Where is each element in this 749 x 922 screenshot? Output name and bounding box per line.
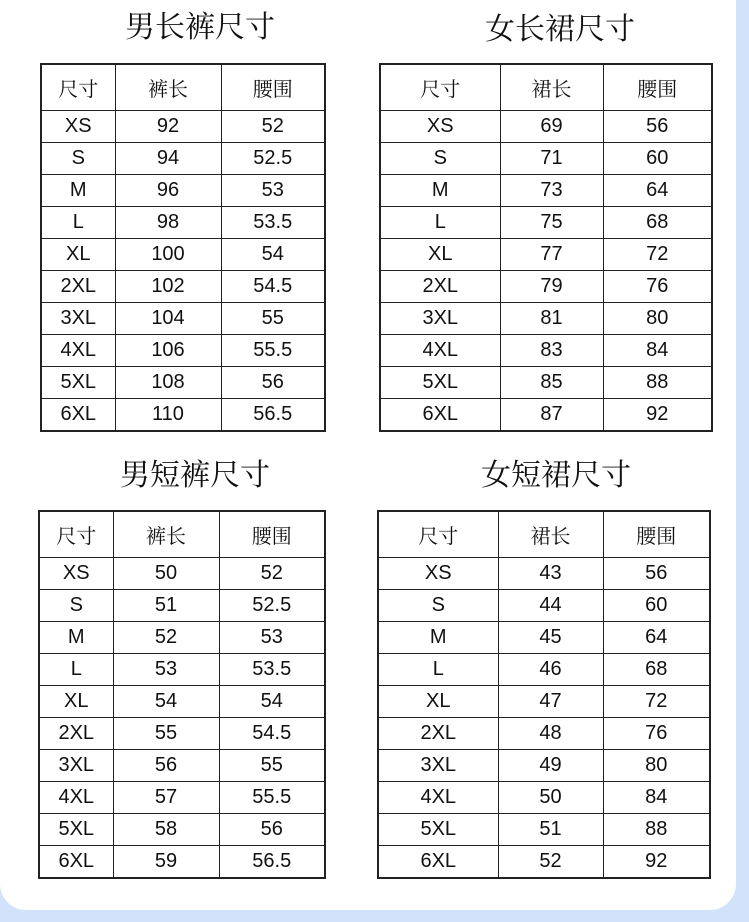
size-cell: M	[39, 622, 113, 654]
waist-cell: 55	[221, 303, 325, 335]
waist-cell: 72	[603, 239, 712, 271]
waist-cell: 53	[219, 622, 325, 654]
length-cell: 53	[113, 654, 219, 686]
waist-cell: 56.5	[219, 846, 325, 879]
length-cell: 77	[500, 239, 603, 271]
table-row	[41, 367, 325, 399]
men-shorts-table	[38, 510, 326, 879]
size-cell: 5XL	[41, 367, 115, 399]
table-row	[41, 143, 325, 175]
table-row	[378, 622, 710, 654]
table-row	[378, 718, 710, 750]
size-cell: 2XL	[378, 718, 498, 750]
waist-cell: 53.5	[221, 207, 325, 239]
women-long-skirt-title: 女长裙尺寸	[485, 12, 635, 47]
table-header-row	[39, 511, 325, 558]
size-cell: 2XL	[41, 271, 115, 303]
header-length: 裙长	[500, 64, 603, 111]
table-row	[39, 590, 325, 622]
waist-cell: 54	[221, 239, 325, 271]
waist-cell: 53.5	[219, 654, 325, 686]
size-cell: 6XL	[41, 399, 115, 432]
length-cell: 50	[113, 558, 219, 590]
women-short-skirt-table	[377, 510, 711, 879]
table-header-row	[41, 64, 325, 111]
waist-cell: 92	[603, 846, 710, 879]
size-cell: XS	[378, 558, 498, 590]
size-cell: S	[378, 590, 498, 622]
length-cell: 54	[113, 686, 219, 718]
waist-cell: 53	[221, 175, 325, 207]
table-header-row	[380, 64, 712, 111]
table-row	[39, 782, 325, 814]
header-size: 尺寸	[378, 511, 498, 558]
length-cell: 44	[498, 590, 603, 622]
table-row	[378, 654, 710, 686]
women-long-skirt-table	[379, 63, 713, 432]
length-cell: 83	[500, 335, 603, 367]
waist-cell: 64	[603, 622, 710, 654]
table-row	[378, 686, 710, 718]
waist-cell: 55	[219, 750, 325, 782]
women-short-skirt-title: 女短裙尺寸	[481, 458, 631, 493]
size-cell: 5XL	[39, 814, 113, 846]
table-row	[378, 558, 710, 590]
table-row	[41, 111, 325, 143]
length-cell: 48	[498, 718, 603, 750]
size-cell: 6XL	[378, 846, 498, 879]
waist-cell: 56	[221, 367, 325, 399]
size-cell: S	[41, 143, 115, 175]
length-cell: 56	[113, 750, 219, 782]
table-row	[39, 846, 325, 879]
size-cell: M	[378, 622, 498, 654]
length-cell: 58	[113, 814, 219, 846]
waist-cell: 56.5	[221, 399, 325, 432]
size-cell: 4XL	[41, 335, 115, 367]
table-row	[41, 271, 325, 303]
table-row	[39, 558, 325, 590]
table-row	[380, 111, 712, 143]
waist-cell: 68	[603, 207, 712, 239]
size-cell: XL	[378, 686, 498, 718]
table-row	[380, 175, 712, 207]
length-cell: 92	[115, 111, 221, 143]
length-cell: 108	[115, 367, 221, 399]
length-cell: 110	[115, 399, 221, 432]
header-size: 尺寸	[39, 511, 113, 558]
size-cell: XL	[41, 239, 115, 271]
size-cell: XS	[41, 111, 115, 143]
size-cell: XS	[380, 111, 500, 143]
table-row	[39, 654, 325, 686]
length-cell: 96	[115, 175, 221, 207]
header-length: 裤长	[115, 64, 221, 111]
waist-cell: 88	[603, 367, 712, 399]
table-row	[378, 782, 710, 814]
length-cell: 85	[500, 367, 603, 399]
size-cell: 5XL	[380, 367, 500, 399]
waist-cell: 54.5	[219, 718, 325, 750]
size-cell: 2XL	[39, 718, 113, 750]
table-row	[380, 335, 712, 367]
waist-cell: 60	[603, 143, 712, 175]
length-cell: 104	[115, 303, 221, 335]
header-size: 尺寸	[380, 64, 500, 111]
waist-cell: 84	[603, 782, 710, 814]
men-long-pants-table	[40, 63, 326, 432]
waist-cell: 68	[603, 654, 710, 686]
length-cell: 87	[500, 399, 603, 432]
size-cell: XL	[39, 686, 113, 718]
waist-cell: 72	[603, 686, 710, 718]
length-cell: 98	[115, 207, 221, 239]
table-row	[41, 303, 325, 335]
length-cell: 79	[500, 271, 603, 303]
size-cell: L	[39, 654, 113, 686]
length-cell: 43	[498, 558, 603, 590]
waist-cell: 52.5	[219, 590, 325, 622]
size-cell: M	[380, 175, 500, 207]
waist-cell: 88	[603, 814, 710, 846]
size-cell: 3XL	[378, 750, 498, 782]
waist-cell: 60	[603, 590, 710, 622]
waist-cell: 76	[603, 718, 710, 750]
length-cell: 46	[498, 654, 603, 686]
size-cell: XL	[380, 239, 500, 271]
size-cell: 3XL	[39, 750, 113, 782]
length-cell: 50	[498, 782, 603, 814]
length-cell: 51	[113, 590, 219, 622]
table-row	[39, 814, 325, 846]
waist-cell: 64	[603, 175, 712, 207]
size-cell: 6XL	[380, 399, 500, 432]
men-shorts-title: 男短裤尺寸	[120, 458, 270, 493]
length-cell: 71	[500, 143, 603, 175]
table-row	[39, 750, 325, 782]
size-cell: 5XL	[378, 814, 498, 846]
size-cell: XS	[39, 558, 113, 590]
table-row	[39, 686, 325, 718]
length-cell: 75	[500, 207, 603, 239]
size-cell: L	[41, 207, 115, 239]
size-cell: 2XL	[380, 271, 500, 303]
header-waist: 腰围	[221, 64, 325, 111]
length-cell: 47	[498, 686, 603, 718]
table-row	[39, 622, 325, 654]
size-cell: S	[39, 590, 113, 622]
waist-cell: 92	[603, 399, 712, 432]
length-cell: 106	[115, 335, 221, 367]
table-row	[41, 239, 325, 271]
waist-cell: 56	[603, 111, 712, 143]
size-cell: 4XL	[378, 782, 498, 814]
header-length: 裤长	[113, 511, 219, 558]
waist-cell: 52	[219, 558, 325, 590]
waist-cell: 52.5	[221, 143, 325, 175]
size-cell: M	[41, 175, 115, 207]
waist-cell: 55.5	[219, 782, 325, 814]
men-long-pants-title: 男长裤尺寸	[125, 10, 275, 45]
length-cell: 69	[500, 111, 603, 143]
table-row	[378, 590, 710, 622]
waist-cell: 54.5	[221, 271, 325, 303]
waist-cell: 56	[219, 814, 325, 846]
size-cell: 4XL	[380, 335, 500, 367]
table-row	[39, 718, 325, 750]
header-waist: 腰围	[219, 511, 325, 558]
table-header-row	[378, 511, 710, 558]
table-row	[41, 175, 325, 207]
table-row	[380, 303, 712, 335]
table-row	[378, 814, 710, 846]
length-cell: 49	[498, 750, 603, 782]
size-cell: 3XL	[380, 303, 500, 335]
size-cell: S	[380, 143, 500, 175]
length-cell: 102	[115, 271, 221, 303]
length-cell: 73	[500, 175, 603, 207]
table-row	[380, 239, 712, 271]
waist-cell: 80	[603, 750, 710, 782]
size-cell: 3XL	[41, 303, 115, 335]
table-row	[378, 846, 710, 879]
length-cell: 51	[498, 814, 603, 846]
table-row	[380, 271, 712, 303]
length-cell: 100	[115, 239, 221, 271]
header-length: 裙长	[498, 511, 603, 558]
header-size: 尺寸	[41, 64, 115, 111]
waist-cell: 52	[221, 111, 325, 143]
waist-cell: 56	[603, 558, 710, 590]
length-cell: 55	[113, 718, 219, 750]
table-row	[41, 399, 325, 432]
header-waist: 腰围	[603, 511, 710, 558]
table-row	[380, 143, 712, 175]
table-row	[380, 367, 712, 399]
length-cell: 59	[113, 846, 219, 879]
table-row	[378, 750, 710, 782]
length-cell: 94	[115, 143, 221, 175]
size-cell: 4XL	[39, 782, 113, 814]
size-cell: L	[380, 207, 500, 239]
length-cell: 57	[113, 782, 219, 814]
length-cell: 52	[498, 846, 603, 879]
waist-cell: 76	[603, 271, 712, 303]
table-row	[41, 207, 325, 239]
waist-cell: 84	[603, 335, 712, 367]
size-cell: 6XL	[39, 846, 113, 879]
length-cell: 81	[500, 303, 603, 335]
waist-cell: 55.5	[221, 335, 325, 367]
header-waist: 腰围	[603, 64, 712, 111]
size-cell: L	[378, 654, 498, 686]
length-cell: 45	[498, 622, 603, 654]
waist-cell: 80	[603, 303, 712, 335]
length-cell: 52	[113, 622, 219, 654]
table-row	[41, 335, 325, 367]
table-row	[380, 399, 712, 432]
waist-cell: 54	[219, 686, 325, 718]
table-row	[380, 207, 712, 239]
